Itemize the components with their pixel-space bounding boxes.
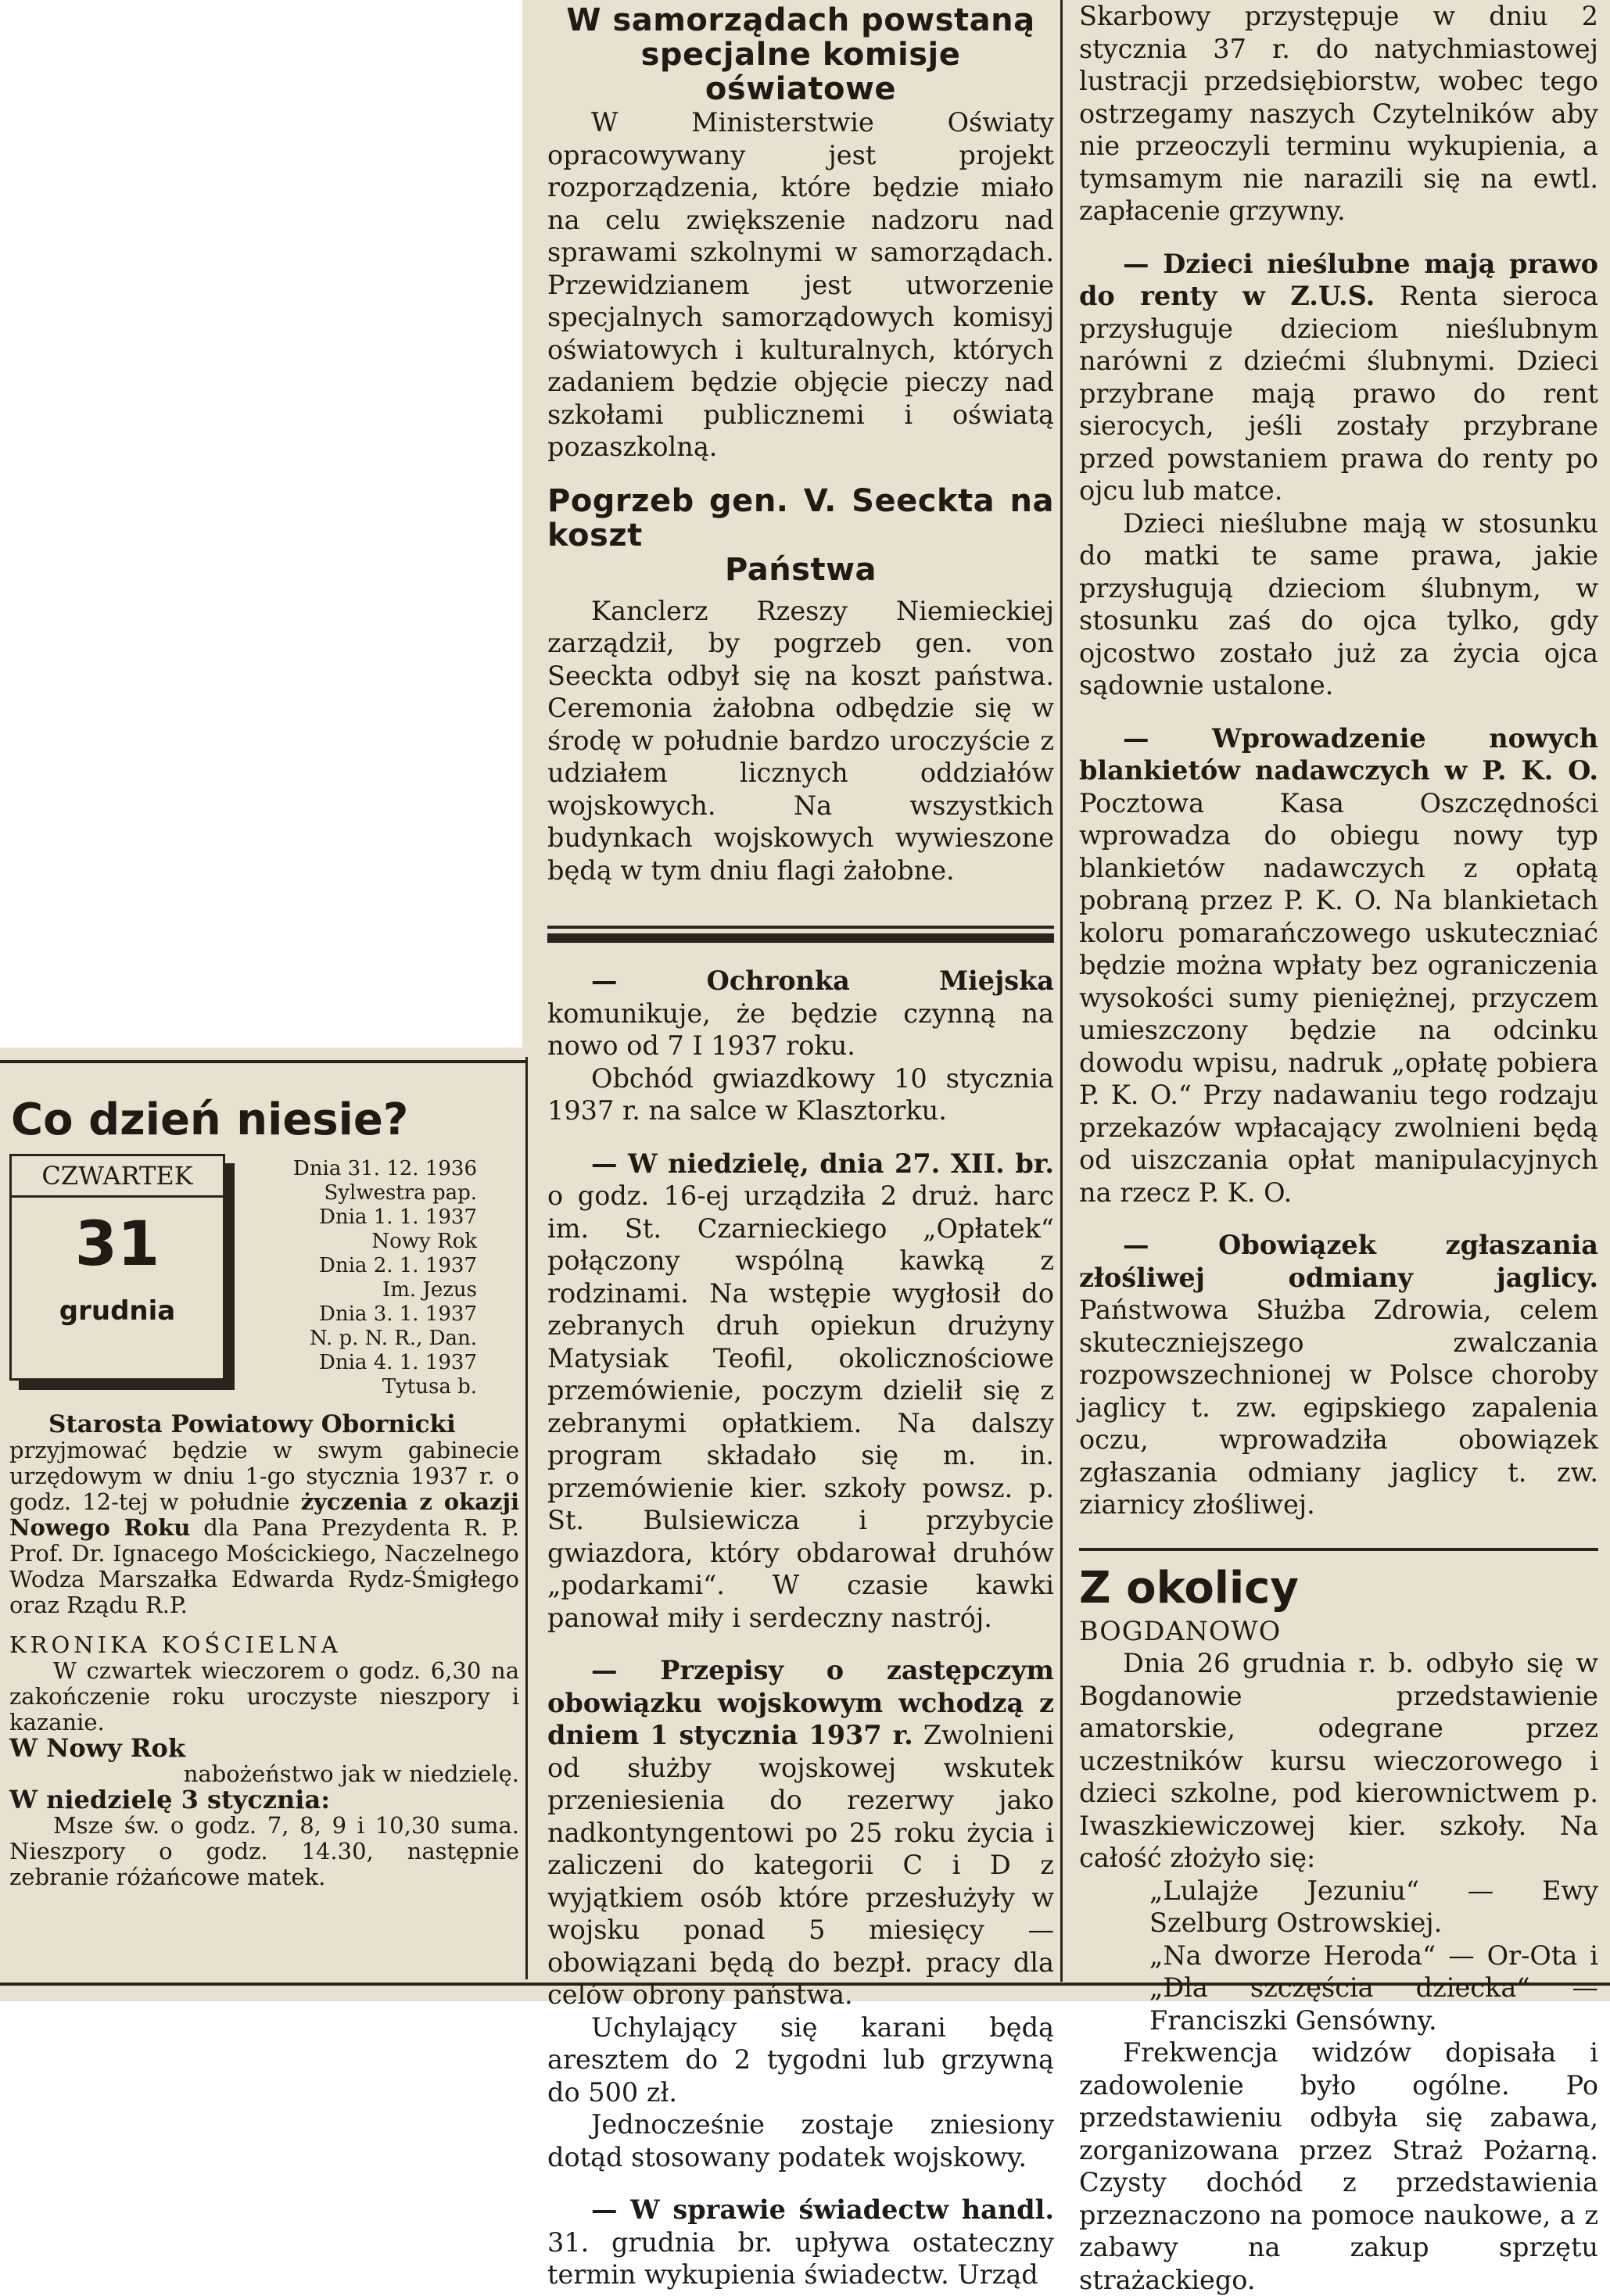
section-heading: Z okolicy — [1079, 1562, 1299, 1614]
article-title: specjalne komisje oświatowe — [640, 37, 961, 107]
announcement-lead: Starosta Powiatowy Obornicki — [48, 1410, 456, 1438]
right-column — [1079, 0, 1598, 2296]
news-body: Dzieci nieślubne mają w stosunku do matki te same prawa, jakie przysługują dzieciom ślubnym, w stosunku zaś do ojca tylko, gdy ojcostwo zostało już za życia ojca sądownie ustalone. — [1079, 507, 1598, 700]
news-item — [547, 2194, 1054, 2291]
news-item — [547, 1148, 1054, 1635]
article-title: W samorządach powstaną — [566, 2, 1035, 38]
news-body: Dnia 26 grudnia r. b. odbyło się w Bogdanowie przedstawienie amatorskie, odegrane przez uczestników kursu wieczorowego i dzieci szkolne, pod kierownictwem p. Iwaszkiewiczowej kier. szkoły. Na całość złożyło się: — [1079, 1648, 1598, 1873]
name-day-name: Tytusa b. — [382, 1375, 477, 1399]
church-notice: Msze św. o godz. 7, 8, 9 i 10,30 suma. Nieszpory o godz. 14.30, następnie zebranie różańcowe matek. — [9, 1812, 519, 1890]
section-divider-thick — [547, 933, 1054, 943]
column-heading: Co dzień niesie? — [11, 1094, 409, 1145]
news-lead: — W niedzielę, dnia 27. XII. br. — [591, 1148, 1054, 1179]
left-box-top-rule — [0, 1060, 525, 1063]
news-lead: — Ochronka Miejska — [591, 965, 1054, 996]
announcement-text: przyjmować będzie w swym gabinecie urzędowym w dniu 1-go stycznia 1937 r. o godz. 12-tej w południe — [9, 1437, 519, 1515]
article-body: Kanclerz Rzeszy Niemieckiej zarządził, by pogrzeb gen. von Seeckta odbył się na koszt państwa. Ceremonia żałobna odbędzie się w środę w południe bardzo uroczyście z udziałem licznych oddziałów wojskowych. Na wszystkich budynkach wojskowych wywieszone będą w tym dniu flagi żałobne. — [547, 595, 1054, 886]
news-body-continued: Skarbowy przystępuje w dniu 2 stycznia 37 r. do natychmiastowej lustracji przedsiębiorstw, wobec tego ostrzegamy naszych Czytelników aby nie przeoczyli terminu wykupienia, a tymsamym nie narazili się na ewtl. zapłacenie grzywny. — [1079, 1, 1598, 226]
name-day-name: Sylwestra pap. — [324, 1181, 477, 1205]
calendar-box — [9, 1154, 225, 1381]
news-body: Jednocześnie zostaje zniesiony dotąd stosowany podatek wojskowy. — [547, 2109, 1054, 2172]
news-body: Frekwencja widzów dopisała i zadowolenie było ogólne. Po przedstawieniu odbyła się zabawa, zorganizowana przez Straż Pożarną. Czysty dochód z przedstawienia przeznaczono na pomoce naukowe, a z zabawy na zakup sprzętu strażackiego. — [1079, 2037, 1598, 2295]
news-body: o godz. 16-ej urządziła 2 druż. harc im. St. Czarnieckiego „Opłatek“ połączony wspólną kawką z rodzinami. Na wstępie wygłosił do zebranych druh opiekun drużyny Matysiak Teofil, okolicznościowe przemówienie, poczym dzielił się z zebranymi opłatkiem. Na dalszy program składało się m. in. przemówienie kier. szkoły powsz. p. St. Bulsiewicza i przybycie gwiazdora, który obdarował druhów „podarkami“. W czasie kawki panował miły i serdeczny nastrój. — [547, 1180, 1054, 1633]
left-column-body — [9, 1412, 519, 1890]
place-heading: BOGDANOWO — [1079, 1615, 1282, 1646]
name-day-date: Dnia 31. 12. 1936 — [292, 1157, 477, 1180]
section-divider — [547, 926, 1054, 929]
announcement-bold: życzenia z okazji Nowego Roku — [9, 1488, 520, 1541]
news-item — [1079, 722, 1598, 1209]
section-heading: KRONIKA KOŚCIELNA — [9, 1632, 342, 1658]
news-lead: — Wprowadzenie nowych blankietów nadawczych w P. K. O. — [1079, 722, 1598, 786]
news-lead: — Przepisy o zastępczym obowiązku wojskowym wchodzą z dniem 1 stycznia 1937 r. — [547, 1655, 1054, 1750]
news-body: Państwowa Służba Zdrowia, celem skuteczniejszego zwalczania rozpowszechnionej w Polsce choroby jaglicy t. zw. egipskiego zapalenia oczu, wprowadziła obowiązek zgłaszania odmiany jaglicy t. zw. ziarnicy złośliwej. — [1079, 1295, 1598, 1520]
news-body: Uchylający się karani będą aresztem do 2 tygodni lub grzywną do 500 zł. — [547, 2011, 1054, 2108]
article-title: Państwa — [724, 551, 877, 588]
name-days-list — [235, 1157, 477, 1399]
name-day-date: Dnia 3. 1. 1937 — [319, 1302, 477, 1326]
church-subheading: W niedzielę 3 stycznia: — [9, 1785, 330, 1814]
name-day-name: N. p. N. R., Dan. — [309, 1327, 477, 1350]
news-body: komunikuje, że będzie czynną na nowo od 7 I 1937 roku. — [547, 998, 1054, 1061]
column-rule-mid — [1060, 0, 1063, 1982]
program-item: „Na dworze Heroda“ — Or-Ota i „Dla szczęścia dziecka“ — Franciszki Gensówny. — [1149, 1940, 1598, 2036]
news-body: Renta sieroca przysługuje dzieciom nieślubnym narówni z dziećmi ślubnymi. Dzieci przybrane mają prawo do rent sierocych, jeśli zostały przybrane przed powstaniem prawa do renty po ojcu lub matce. — [1079, 281, 1598, 506]
name-day-date: Dnia 4. 1. 1937 — [319, 1351, 477, 1374]
calendar-weekday: CZWARTEK — [12, 1156, 223, 1198]
announcement-body — [9, 1438, 519, 1618]
column-rule-left — [525, 1057, 528, 1979]
name-day-date: Dnia 1. 1. 1937 — [319, 1205, 477, 1229]
news-body: 31. grudnia br. upływa ostateczny termin wykupienia świadectw. Urząd — [547, 2226, 1054, 2290]
news-lead: — W sprawie świadectw handl. — [591, 2194, 1054, 2225]
calendar-day: 31 — [74, 1209, 160, 1280]
name-day-date: Dnia 2. 1. 1937 — [319, 1254, 477, 1277]
program-item: „Lulajże Jezuniu“ — Ewy Szelburg Ostrowskiej. — [1149, 1875, 1598, 1938]
church-notice: W czwartek wieczorem o godz. 6,30 na zakończenie roku uroczyste nieszpory i kazanie. — [9, 1657, 519, 1735]
announcement-text: dla Pana Prezydenta R. P. Prof. Dr. Ignacego Mościckiego, Naczelnego Wodza Marszałka Edwarda Rydz-Śmigłego oraz Rządu R.P. — [9, 1514, 520, 1618]
name-day-name: Nowy Rok — [371, 1230, 477, 1253]
news-body: Obchód gwiazdkowy 10 stycznia 1937 r. na salce w Klasztorku. — [547, 1062, 1054, 1126]
news-lead: — Dzieci nieślubne mają prawo do renty w Z.U.S. — [1079, 248, 1598, 311]
church-notice: nabożeństwo jak w niedzielę. — [183, 1761, 519, 1787]
church-subheading: W Nowy Rok — [9, 1733, 186, 1763]
article-body: W Ministerstwie Oświaty opracowywany jest projekt rozporządzenia, które będzie miało na celu zwiększenie nadzoru nad sprawami szkolnymi w samorządach. Przewidzianem jest utworzenie specjalnych samorządowych komisyj oświatowych i kulturalnych, których zadaniem będzie objęcie pieczy nad szkołami publicznemi i oświatą pozaszkolną. — [547, 107, 1054, 462]
news-body: Pocztowa Kasa Oszczędności wprowadza do obiegu nowy typ blankietów nadawczych z opłatą pobraną przez P. K. O. Na blankietach koloru pomarańczowego uskuteczniać będzie można wpłaty bez ograniczenia wysokości sumy pieniężnej, przyczem umieszczony będzie na odcinku dowodu wpisu, nadruk „opłatę pobiera P. K. O.“ Przy nadawaniu tego rodzaju przekazów wpłacający zwolnieni będą od uiszczania opłat manipulacyjnych na rzecz P. K. O. — [1079, 787, 1598, 1208]
news-lead: — Obowiązek zgłaszania złośliwej odmiany jaglicy. — [1079, 1230, 1598, 1293]
calendar-month: grudnia — [59, 1295, 176, 1327]
news-item — [1079, 248, 1598, 507]
news-body: Zwolnieni od służby wojskowej wskutek przeniesienia do rezerwy jako nadkontyngentowi po 25 roku życia i zaliczeni do kategorii C i D z wyjątkiem osób które przesłużyły w wojsku ponad 5 miesięcy — obowiązani będą do bezpł. pracy dla celów obrony państwa. — [547, 1720, 1054, 2010]
article-title: Pogrzeb gen. V. Seeckta na koszt — [547, 482, 1054, 553]
middle-column — [547, 3, 1054, 2291]
news-item — [547, 965, 1054, 1062]
name-day-name: Im. Jezus — [382, 1278, 477, 1302]
news-item — [547, 1654, 1054, 2011]
news-item — [1079, 1229, 1598, 1521]
